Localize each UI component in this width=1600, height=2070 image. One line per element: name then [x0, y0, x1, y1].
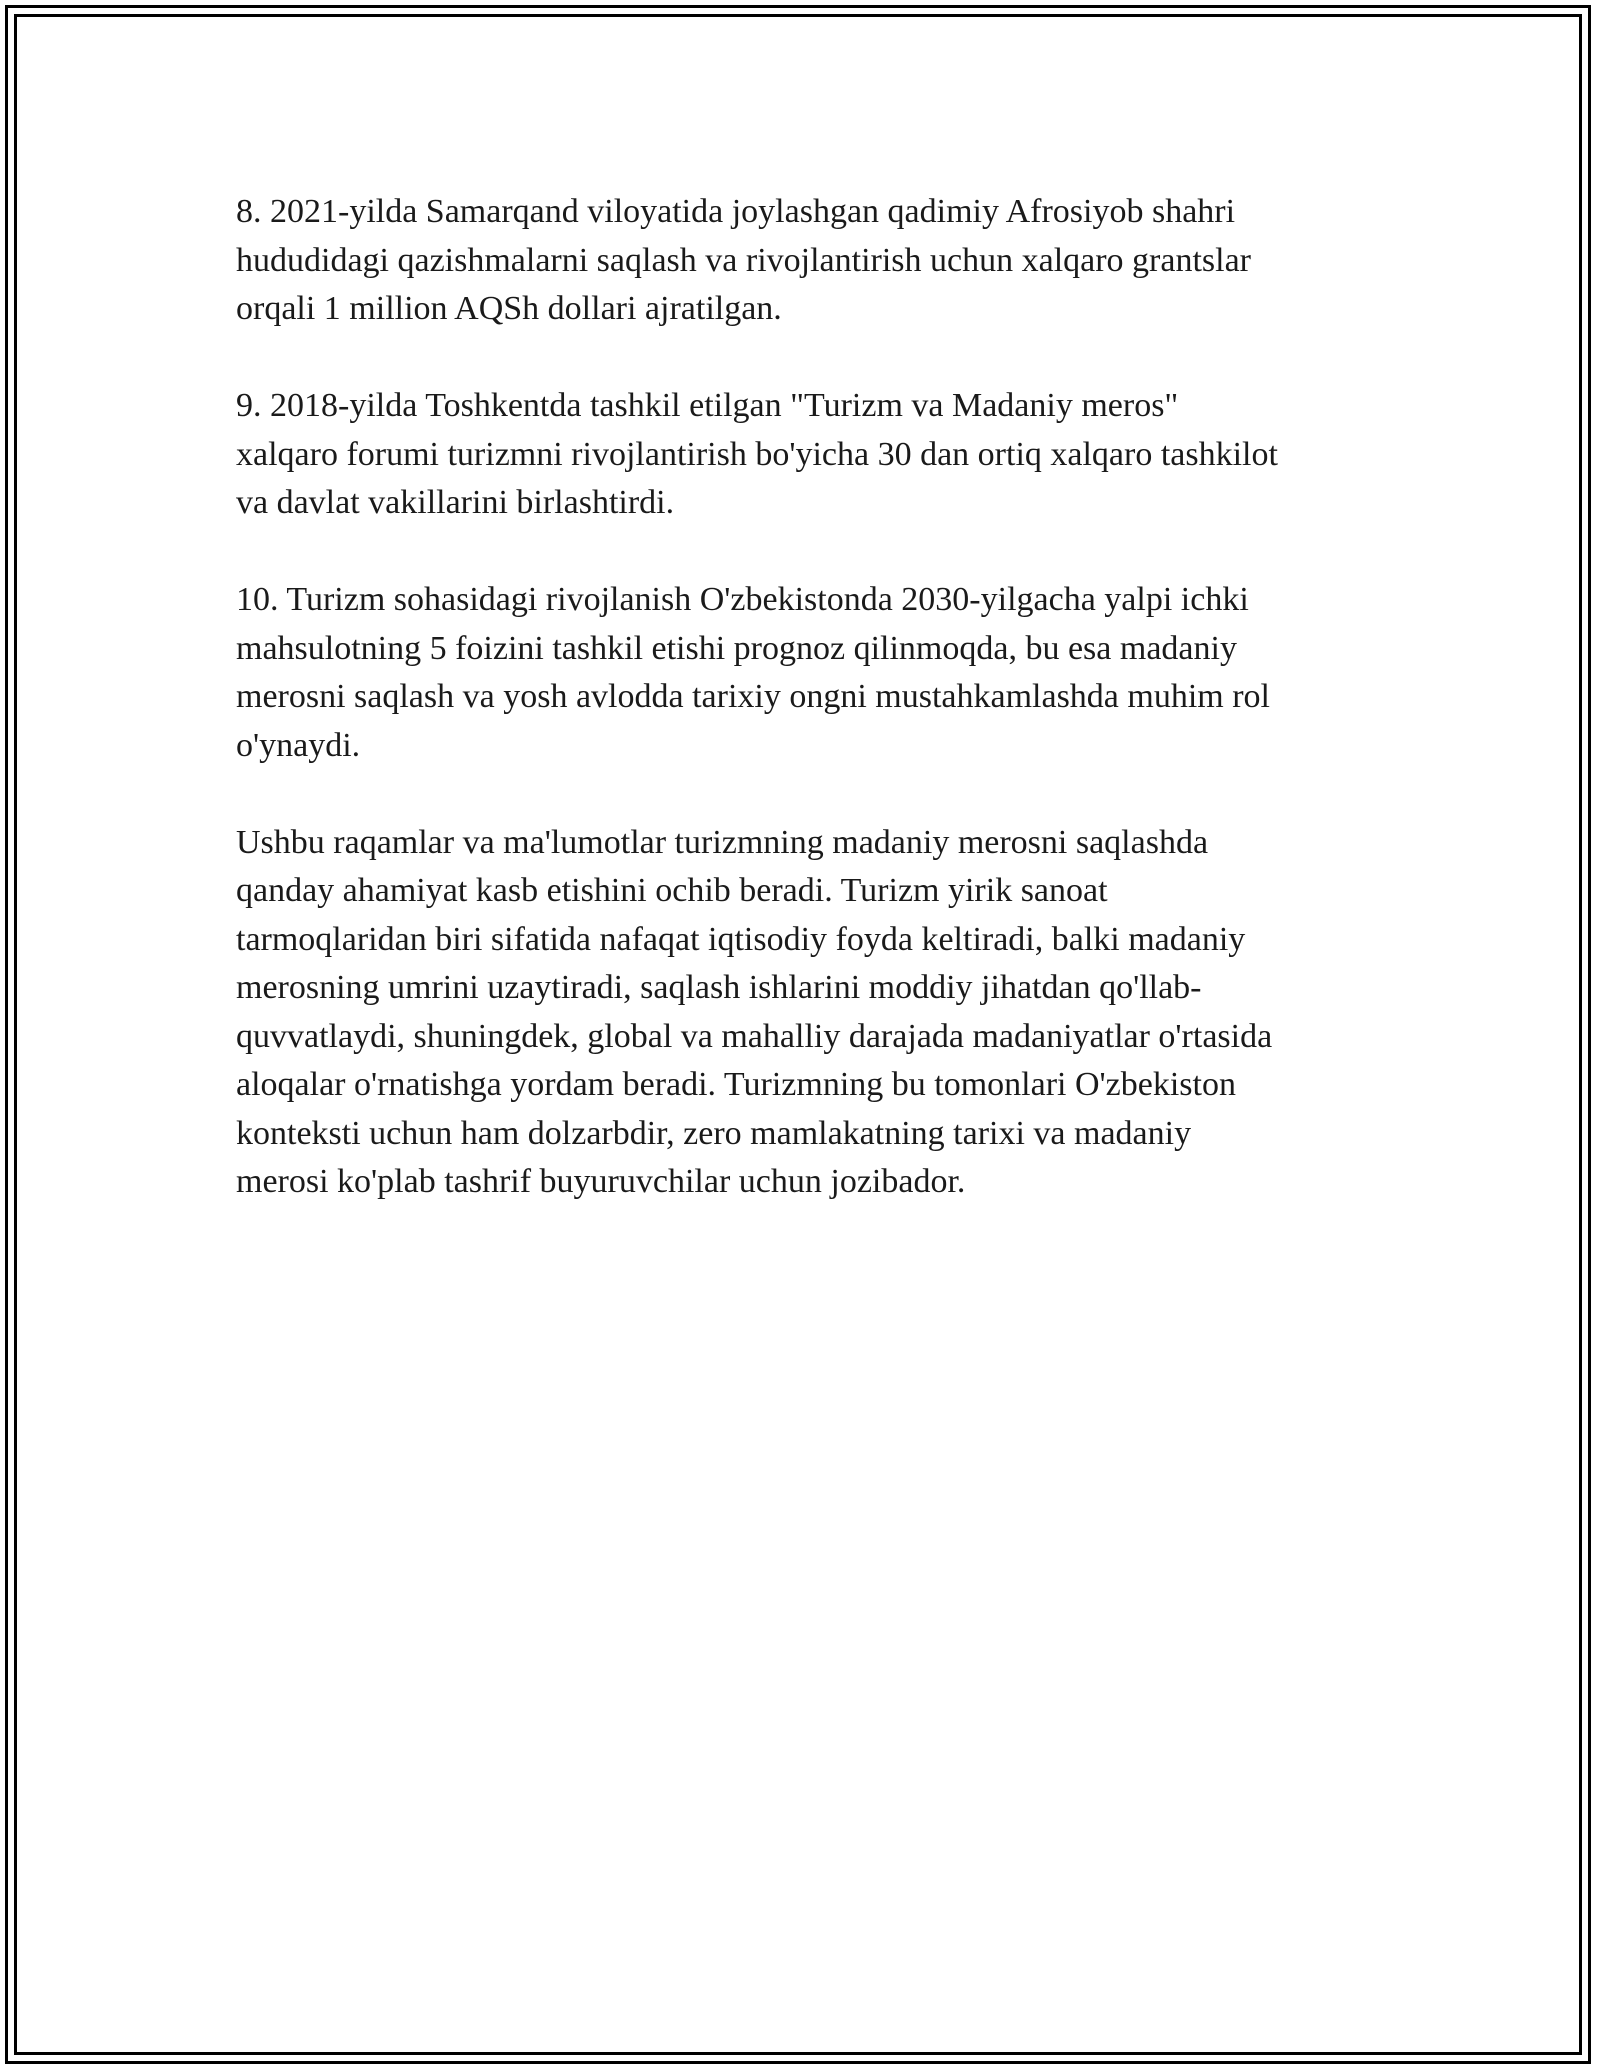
paragraph-item-9: 9. 2018-yilda Toshkentda tashkil etilgan "Turizm va Madaniy meros" xalqaro forumi turizmni rivojlantirish bo'yicha 30 dan ortiq xalqaro tashkilot va davlat vakillarini birlashtirdi. — [236, 387, 1278, 521]
document-body — [236, 188, 1386, 1255]
paragraph-conclusion: Ushbu raqamlar va ma'lumotlar turizmning madaniy merosni saqlashda qanday ahamiyat kasb etishini ochib beradi. Turizm yirik sanoat tarmoqlaridan biri sifatida nafaqat iqtisodiy foyda keltiradi, balki madaniy merosning umrini uzaytiradi, saqlash ishlarini moddiy jihatdan qo'llab- quvvatlaydi, shuningdek, global va mahalliy darajada madaniyatlar o'rtasida aloqalar o'rnatishga yordam beradi. Turizmning bu tomonlari O'zbekiston konteksti uchun ham dolzarbdir, zero mamlakatning tarixi va madaniy merosi ko'plab tashrif buyuruvchilar uchun jozibador. — [236, 823, 1273, 1200]
paragraph-item-10: 10. Turizm sohasidagi rivojlanish O'zbekistonda 2030-yilgacha yalpi ichki mahsulotning 5 foizini tashkil etishi prognoz qilinmoqda, bu esa madaniy merosni saqlash va yosh avlodda tarixiy ongni mustahkamlashda muhim rol o'ynaydi. — [236, 581, 1270, 764]
paragraph-item-8: 8. 2021-yilda Samarqand viloyatida joylashgan qadimiy Afrosiyob shahri hududidagi qazishmalarni saqlash va rivojlantirish uchun xalqaro grantslar orqali 1 million AQSh dollari ajratilgan. — [236, 193, 1252, 327]
